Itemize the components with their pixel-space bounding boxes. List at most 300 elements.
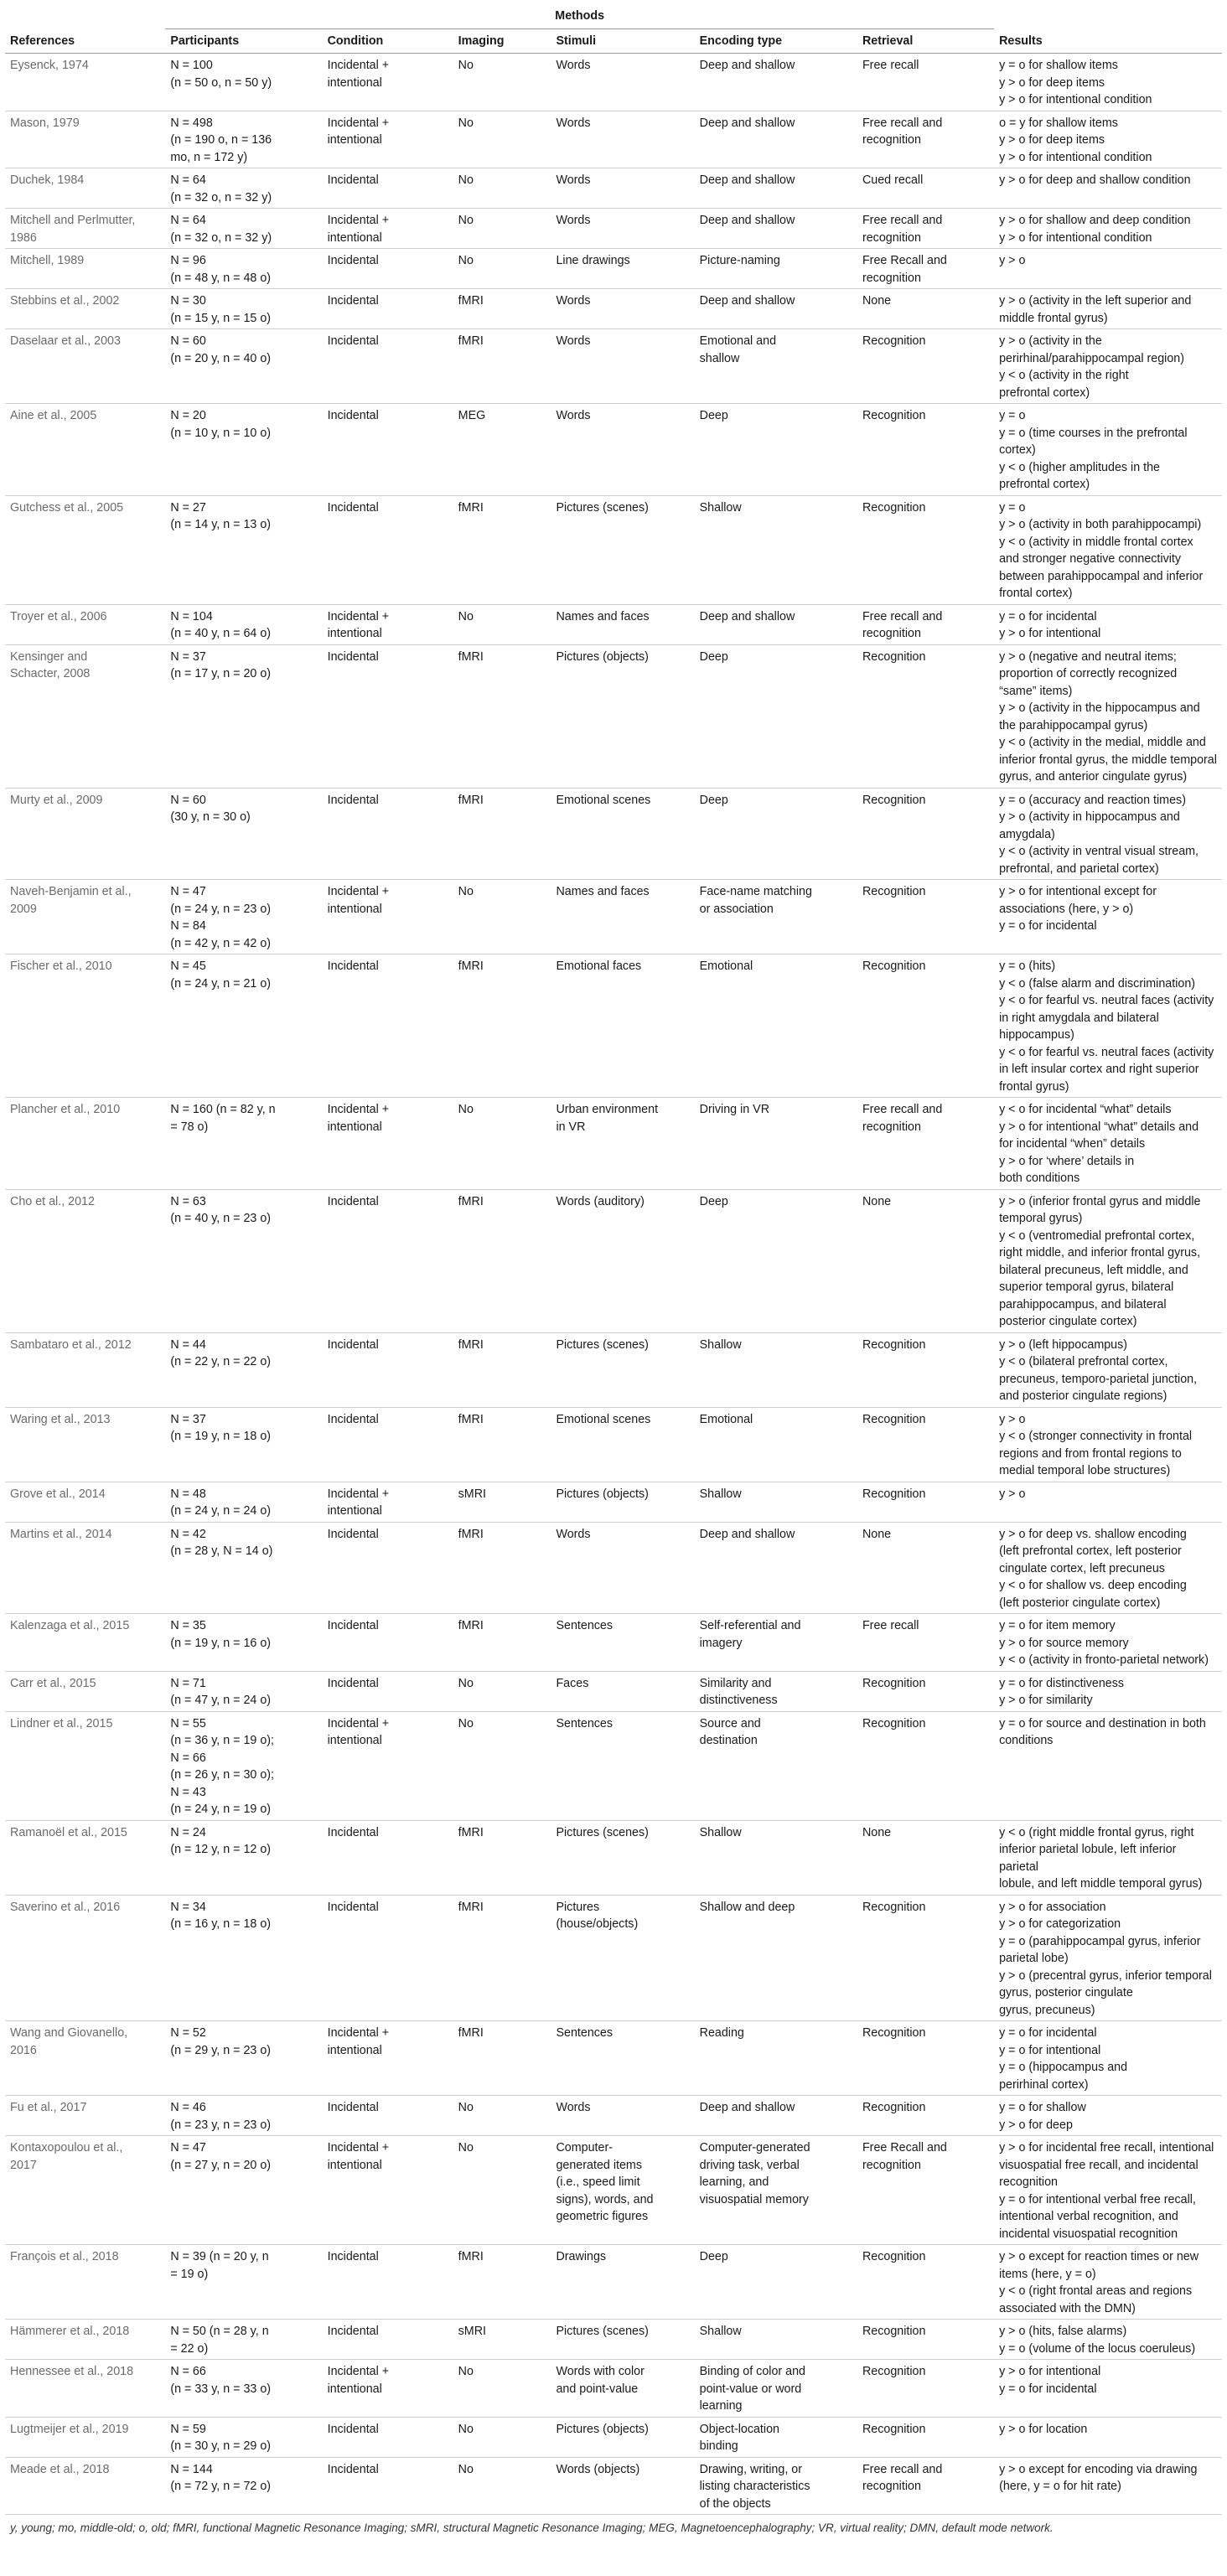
cell-stimuli: Words bbox=[551, 1522, 694, 1614]
cell-reference: Gutchess et al., 2005 bbox=[5, 495, 165, 604]
cell-results: y > o (activity in the perirhinal/parahippocampal region) y < o (activity in the right prefrontal cortex) bbox=[994, 329, 1222, 404]
cell-participants: N = 39 (n = 20 y, n = 19 o) bbox=[165, 2245, 322, 2320]
cell-encoding-type: Emotional bbox=[695, 1407, 857, 1482]
cell-participants: N = 42 (n = 28 y, N = 14 o) bbox=[165, 1522, 322, 1614]
cell-results: y > o for deep vs. shallow encoding (left prefrontal cortex, left posterior cingulate cortex, left precuneus y < o for shallow vs. deep encoding (left posterior cingulate cortex) bbox=[994, 1522, 1222, 1614]
cell-results: y > o (inferior frontal gyrus and middle temporal gyrus) y < o (ventromedial prefrontal cortex, right middle, and inferior frontal gyrus, bilateral precuneus, left middle, and superior temporal gyrus, bilateral parahippocampus, and bilateral posterior cingulate cortex) bbox=[994, 1189, 1222, 1332]
cell-participants: N = 66 (n = 33 y, n = 33 o) bbox=[165, 2360, 322, 2418]
cell-stimuli: Words with color and point-value bbox=[551, 2360, 694, 2418]
cell-results: y = o (accuracy and reaction times) y > o (activity in hippocampus and amygdala) y < o (activity in ventral visual stream, prefrontal, and parietal cortex) bbox=[994, 788, 1222, 880]
table-row bbox=[5, 788, 1222, 880]
cell-results: y = o for item memory y > o for source memory y < o (activity in fronto-parietal network) bbox=[994, 1614, 1222, 1672]
cell-stimuli: Words bbox=[551, 54, 694, 111]
table-row bbox=[5, 111, 1222, 168]
cell-condition: Incidental + intentional bbox=[323, 1098, 453, 1190]
table-row bbox=[5, 289, 1222, 329]
cell-results: y > o for incidental free recall, intentional visuospatial free recall, and incidental recognition y = o for intentional verbal free recall, intentional verbal recognition, and incidental visuospatial recognition bbox=[994, 2136, 1222, 2245]
cell-retrieval: None bbox=[857, 289, 994, 329]
cell-stimuli: Emotional scenes bbox=[551, 1407, 694, 1482]
table-row bbox=[5, 1671, 1222, 1711]
cell-imaging: fMRI bbox=[453, 289, 551, 329]
cell-participants: N = 47 (n = 24 y, n = 23 o) N = 84 (n = 42 y, n = 42 o) bbox=[165, 880, 322, 954]
cell-condition: Incidental bbox=[323, 249, 453, 289]
cell-encoding-type: Reading bbox=[695, 2021, 857, 2096]
cell-condition: Incidental + intentional bbox=[323, 2360, 453, 2418]
table-row bbox=[5, 1407, 1222, 1482]
header-retrieval: Retrieval bbox=[857, 29, 994, 54]
cell-retrieval: Recognition bbox=[857, 2096, 994, 2136]
cell-encoding-type: Deep and shallow bbox=[695, 168, 857, 209]
cell-condition: Incidental bbox=[323, 404, 453, 496]
cell-participants: N = 64 (n = 32 o, n = 32 y) bbox=[165, 168, 322, 209]
cell-reference: Plancher et al., 2010 bbox=[5, 1098, 165, 1190]
cell-encoding-type: Deep bbox=[695, 404, 857, 496]
cell-encoding-type: Deep and shallow bbox=[695, 111, 857, 168]
cell-participants: N = 144 (n = 72 y, n = 72 o) bbox=[165, 2457, 322, 2515]
cell-imaging: No bbox=[453, 2457, 551, 2515]
cell-condition: Incidental + intentional bbox=[323, 1482, 453, 1522]
cell-results: y > o for shallow and deep condition y > o for intentional condition bbox=[994, 209, 1222, 249]
header-participants: Participants bbox=[165, 29, 322, 54]
cell-results: y > o (activity in the left superior and middle frontal gyrus) bbox=[994, 289, 1222, 329]
cell-stimuli: Words (auditory) bbox=[551, 1189, 694, 1332]
cell-stimuli: Emotional scenes bbox=[551, 788, 694, 880]
table-row bbox=[5, 1522, 1222, 1614]
cell-reference: Murty et al., 2009 bbox=[5, 788, 165, 880]
cell-retrieval: Recognition bbox=[857, 404, 994, 496]
cell-participants: N = 52 (n = 29 y, n = 23 o) bbox=[165, 2021, 322, 2096]
cell-condition: Incidental + intentional bbox=[323, 880, 453, 954]
cell-reference: Lindner et al., 2015 bbox=[5, 1711, 165, 1820]
cell-encoding-type: Shallow bbox=[695, 495, 857, 604]
cell-retrieval: Free recall and recognition bbox=[857, 209, 994, 249]
cell-condition: Incidental bbox=[323, 1614, 453, 1672]
header-encoding-type: Encoding type bbox=[695, 29, 857, 54]
cell-participants: N = 47 (n = 27 y, n = 20 o) bbox=[165, 2136, 322, 2245]
table-row bbox=[5, 1820, 1222, 1895]
cell-stimuli: Words bbox=[551, 111, 694, 168]
cell-results: y > o except for encoding via drawing (here, y = o for hit rate) bbox=[994, 2457, 1222, 2515]
cell-stimuli: Pictures (house/objects) bbox=[551, 1895, 694, 2021]
cell-participants: N = 50 (n = 28 y, n = 22 o) bbox=[165, 2320, 322, 2360]
cell-stimuli: Line drawings bbox=[551, 249, 694, 289]
table-row bbox=[5, 644, 1222, 788]
cell-retrieval: Recognition bbox=[857, 495, 994, 604]
cell-retrieval: Recognition bbox=[857, 1895, 994, 2021]
header-results: Results bbox=[994, 3, 1222, 54]
table-row bbox=[5, 954, 1222, 1098]
cell-stimuli: Pictures (scenes) bbox=[551, 2320, 694, 2360]
cell-imaging: fMRI bbox=[453, 1189, 551, 1332]
cell-retrieval: Recognition bbox=[857, 1482, 994, 1522]
cell-retrieval: Recognition bbox=[857, 788, 994, 880]
cell-results: y > o y < o (stronger connectivity in frontal regions and from frontal regions to medial temporal lobe structures) bbox=[994, 1407, 1222, 1482]
cell-condition: Incidental + intentional bbox=[323, 604, 453, 644]
cell-reference: Aine et al., 2005 bbox=[5, 404, 165, 496]
cell-participants: N = 60 (n = 20 y, n = 40 o) bbox=[165, 329, 322, 404]
cell-participants: N = 60 (30 y, n = 30 o) bbox=[165, 788, 322, 880]
cell-reference: Saverino et al., 2016 bbox=[5, 1895, 165, 2021]
cell-participants: N = 498 (n = 190 o, n = 136 mo, n = 172 y) bbox=[165, 111, 322, 168]
cell-retrieval: Recognition bbox=[857, 1407, 994, 1482]
cell-participants: N = 64 (n = 32 o, n = 32 y) bbox=[165, 209, 322, 249]
cell-reference: Troyer et al., 2006 bbox=[5, 604, 165, 644]
cell-encoding-type: Computer-generated driving task, verbal learning, and visuospatial memory bbox=[695, 2136, 857, 2245]
cell-imaging: fMRI bbox=[453, 1407, 551, 1482]
cell-encoding-type: Deep bbox=[695, 644, 857, 788]
header-references: References bbox=[5, 3, 165, 54]
cell-stimuli: Drawings bbox=[551, 2245, 694, 2320]
cell-participants: N = 35 (n = 19 y, n = 16 o) bbox=[165, 1614, 322, 1672]
cell-condition: Incidental + intentional bbox=[323, 2136, 453, 2245]
cell-stimuli: Words bbox=[551, 404, 694, 496]
cell-condition: Incidental bbox=[323, 495, 453, 604]
cell-condition: Incidental bbox=[323, 2245, 453, 2320]
cell-condition: Incidental + intentional bbox=[323, 2021, 453, 2096]
cell-reference: Hennessee et al., 2018 bbox=[5, 2360, 165, 2418]
table-row bbox=[5, 1332, 1222, 1407]
table-row bbox=[5, 1482, 1222, 1522]
cell-participants: N = 100 (n = 50 o, n = 50 y) bbox=[165, 54, 322, 111]
cell-participants: N = 34 (n = 16 y, n = 18 o) bbox=[165, 1895, 322, 2021]
cell-condition: Incidental bbox=[323, 2320, 453, 2360]
cell-condition: Incidental + intentional bbox=[323, 1711, 453, 1820]
cell-results: y > o except for reaction times or new items (here, y = o) y < o (right frontal areas and regions associated with the DMN) bbox=[994, 2245, 1222, 2320]
cell-stimuli: Emotional faces bbox=[551, 954, 694, 1098]
cell-stimuli: Faces bbox=[551, 1671, 694, 1711]
cell-stimuli: Names and faces bbox=[551, 880, 694, 954]
cell-participants: N = 48 (n = 24 y, n = 24 o) bbox=[165, 1482, 322, 1522]
cell-participants: N = 37 (n = 19 y, n = 18 o) bbox=[165, 1407, 322, 1482]
cell-retrieval: Recognition bbox=[857, 1332, 994, 1407]
cell-imaging: sMRI bbox=[453, 1482, 551, 1522]
cell-participants: N = 71 (n = 47 y, n = 24 o) bbox=[165, 1671, 322, 1711]
cell-retrieval: None bbox=[857, 1522, 994, 1614]
table-row bbox=[5, 2360, 1222, 2418]
cell-stimuli: Urban environment in VR bbox=[551, 1098, 694, 1190]
table-row bbox=[5, 54, 1222, 111]
cell-encoding-type: Shallow and deep bbox=[695, 1895, 857, 2021]
cell-results: y = o for shallow items y > o for deep items y > o for intentional condition bbox=[994, 54, 1222, 111]
cell-imaging: sMRI bbox=[453, 2320, 551, 2360]
cell-results: y = o for source and destination in both conditions bbox=[994, 1711, 1222, 1820]
table-row bbox=[5, 249, 1222, 289]
table-row bbox=[5, 209, 1222, 249]
cell-reference: Kalenzaga et al., 2015 bbox=[5, 1614, 165, 1672]
cell-condition: Incidental bbox=[323, 1332, 453, 1407]
cell-encoding-type: Face-name matching or association bbox=[695, 880, 857, 954]
cell-encoding-type: Shallow bbox=[695, 1482, 857, 1522]
header-stimuli: Stimuli bbox=[551, 29, 694, 54]
cell-stimuli: Computer- generated items (i.e., speed limit signs), words, and geometric figures bbox=[551, 2136, 694, 2245]
cell-retrieval: Recognition bbox=[857, 644, 994, 788]
cell-encoding-type: Binding of color and point-value or word learning bbox=[695, 2360, 857, 2418]
cell-participants: N = 30 (n = 15 y, n = 15 o) bbox=[165, 289, 322, 329]
cell-imaging: No bbox=[453, 249, 551, 289]
cell-stimuli: Words (objects) bbox=[551, 2457, 694, 2515]
cell-imaging: fMRI bbox=[453, 954, 551, 1098]
cell-retrieval: Recognition bbox=[857, 2360, 994, 2418]
cell-retrieval: Free Recall and recognition bbox=[857, 2136, 994, 2245]
cell-results: y > o bbox=[994, 1482, 1222, 1522]
cell-results: y > o bbox=[994, 249, 1222, 289]
cell-retrieval: Recognition bbox=[857, 329, 994, 404]
cell-participants: N = 55 (n = 36 y, n = 19 o); N = 66 (n = 26 y, n = 30 o); N = 43 (n = 24 y, n = 19 o) bbox=[165, 1711, 322, 1820]
table-body bbox=[5, 54, 1222, 2515]
cell-results: y > o (left hippocampus) y < o (bilateral prefrontal cortex, precuneus, temporo-parietal junction, and posterior cingulate regions) bbox=[994, 1332, 1222, 1407]
cell-reference: Hämmerer et al., 2018 bbox=[5, 2320, 165, 2360]
cell-reference: Kontaxopoulou et al., 2017 bbox=[5, 2136, 165, 2245]
cell-results: y = o y = o (time courses in the prefrontal cortex) y < o (higher amplitudes in the prefrontal cortex) bbox=[994, 404, 1222, 496]
cell-encoding-type: Deep bbox=[695, 1189, 857, 1332]
cell-participants: N = 59 (n = 30 y, n = 29 o) bbox=[165, 2417, 322, 2457]
cell-participants: N = 27 (n = 14 y, n = 13 o) bbox=[165, 495, 322, 604]
cell-condition: Incidental bbox=[323, 1407, 453, 1482]
cell-results: y > o for deep and shallow condition bbox=[994, 168, 1222, 209]
cell-reference: Eysenck, 1974 bbox=[5, 54, 165, 111]
cell-imaging: No bbox=[453, 880, 551, 954]
cell-retrieval: Recognition bbox=[857, 954, 994, 1098]
cell-participants: N = 37 (n = 17 y, n = 20 o) bbox=[165, 644, 322, 788]
cell-encoding-type: Deep and shallow bbox=[695, 209, 857, 249]
cell-stimuli: Pictures (objects) bbox=[551, 644, 694, 788]
cell-stimuli: Pictures (scenes) bbox=[551, 1820, 694, 1895]
cell-stimuli: Sentences bbox=[551, 2021, 694, 2096]
cell-stimuli: Pictures (scenes) bbox=[551, 1332, 694, 1407]
cell-imaging: fMRI bbox=[453, 2245, 551, 2320]
cell-imaging: No bbox=[453, 2096, 551, 2136]
cell-results: y = o (hits) y < o (false alarm and discrimination) y < o for fearful vs. neutral faces (activity in right amygdala and bilateral hippocampus) y < o for fearful vs. neutral faces (activity in left insular cortex and right superior frontal gyrus) bbox=[994, 954, 1222, 1098]
cell-condition: Incidental bbox=[323, 289, 453, 329]
cell-retrieval: Free recall and recognition bbox=[857, 604, 994, 644]
cell-results: o = y for shallow items y > o for deep items y > o for intentional condition bbox=[994, 111, 1222, 168]
cell-condition: Incidental bbox=[323, 2096, 453, 2136]
cell-reference: Fu et al., 2017 bbox=[5, 2096, 165, 2136]
table-row bbox=[5, 2245, 1222, 2320]
cell-reference: Grove et al., 2014 bbox=[5, 1482, 165, 1522]
cell-participants: N = 104 (n = 40 y, n = 64 o) bbox=[165, 604, 322, 644]
table-row bbox=[5, 2136, 1222, 2245]
cell-results: y > o for intentional except for associations (here, y > o) y = o for incidental bbox=[994, 880, 1222, 954]
cell-encoding-type: Shallow bbox=[695, 2320, 857, 2360]
cell-imaging: No bbox=[453, 2360, 551, 2418]
cell-imaging: No bbox=[453, 1671, 551, 1711]
cell-retrieval: Free recall and recognition bbox=[857, 1098, 994, 1190]
cell-reference: Fischer et al., 2010 bbox=[5, 954, 165, 1098]
table-row bbox=[5, 404, 1222, 496]
cell-imaging: No bbox=[453, 209, 551, 249]
cell-retrieval: Cued recall bbox=[857, 168, 994, 209]
cell-reference: Mitchell and Perlmutter, 1986 bbox=[5, 209, 165, 249]
cell-imaging: fMRI bbox=[453, 788, 551, 880]
cell-reference: Waring et al., 2013 bbox=[5, 1407, 165, 1482]
cell-encoding-type: Emotional bbox=[695, 954, 857, 1098]
cell-condition: Incidental bbox=[323, 1820, 453, 1895]
cell-retrieval: None bbox=[857, 1189, 994, 1332]
cell-retrieval: Recognition bbox=[857, 880, 994, 954]
table-row bbox=[5, 1711, 1222, 1820]
table-row bbox=[5, 2457, 1222, 2515]
table-footnote: y, young; mo, middle-old; o, old; fMRI, functional Magnetic Resonance Imaging; sMRI, structural Magnetic Resonance Imaging; MEG, Magnetoencephalography; VR, virtual reality; DMN, default mode network. bbox=[5, 2515, 1222, 2542]
cell-participants: N = 20 (n = 10 y, n = 10 o) bbox=[165, 404, 322, 496]
cell-imaging: No bbox=[453, 168, 551, 209]
cell-participants: N = 63 (n = 40 y, n = 23 o) bbox=[165, 1189, 322, 1332]
cell-condition: Incidental bbox=[323, 1671, 453, 1711]
table-row bbox=[5, 168, 1222, 209]
table-row bbox=[5, 604, 1222, 644]
cell-encoding-type: Deep and shallow bbox=[695, 54, 857, 111]
table-row bbox=[5, 2096, 1222, 2136]
cell-reference: Wang and Giovanello, 2016 bbox=[5, 2021, 165, 2096]
cell-results: y < o (right middle frontal gyrus, right inferior parietal lobule, left inferior parietal lobule, and left middle temporal gyrus) bbox=[994, 1820, 1222, 1895]
cell-imaging: fMRI bbox=[453, 1332, 551, 1407]
cell-encoding-type: Deep and shallow bbox=[695, 604, 857, 644]
cell-encoding-type: Source and destination bbox=[695, 1711, 857, 1820]
cell-reference: Daselaar et al., 2003 bbox=[5, 329, 165, 404]
cell-imaging: fMRI bbox=[453, 1820, 551, 1895]
cell-condition: Incidental bbox=[323, 644, 453, 788]
table-row bbox=[5, 1189, 1222, 1332]
cell-reference: Carr et al., 2015 bbox=[5, 1671, 165, 1711]
cell-results: y = o for incidental y > o for intentional bbox=[994, 604, 1222, 644]
cell-retrieval: Recognition bbox=[857, 2021, 994, 2096]
cell-reference: Meade et al., 2018 bbox=[5, 2457, 165, 2515]
cell-encoding-type: Self-referential and imagery bbox=[695, 1614, 857, 1672]
cell-participants: N = 46 (n = 23 y, n = 23 o) bbox=[165, 2096, 322, 2136]
cell-imaging: No bbox=[453, 1098, 551, 1190]
table-row bbox=[5, 1895, 1222, 2021]
cell-participants: N = 44 (n = 22 y, n = 22 o) bbox=[165, 1332, 322, 1407]
cell-condition: Incidental bbox=[323, 1522, 453, 1614]
cell-stimuli: Pictures (objects) bbox=[551, 1482, 694, 1522]
cell-stimuli: Sentences bbox=[551, 1614, 694, 1672]
cell-participants: N = 45 (n = 24 y, n = 21 o) bbox=[165, 954, 322, 1098]
table-row bbox=[5, 1098, 1222, 1190]
cell-stimuli: Words bbox=[551, 2096, 694, 2136]
table-row bbox=[5, 2417, 1222, 2457]
cell-condition: Incidental bbox=[323, 329, 453, 404]
cell-encoding-type: Deep and shallow bbox=[695, 289, 857, 329]
cell-imaging: fMRI bbox=[453, 1614, 551, 1672]
cell-participants: N = 24 (n = 12 y, n = 12 o) bbox=[165, 1820, 322, 1895]
cell-imaging: No bbox=[453, 111, 551, 168]
cell-imaging: fMRI bbox=[453, 2021, 551, 2096]
cell-encoding-type: Shallow bbox=[695, 1332, 857, 1407]
cell-imaging: fMRI bbox=[453, 495, 551, 604]
cell-stimuli: Words bbox=[551, 209, 694, 249]
cell-imaging: No bbox=[453, 2417, 551, 2457]
cell-encoding-type: Picture-naming bbox=[695, 249, 857, 289]
cell-reference: Cho et al., 2012 bbox=[5, 1189, 165, 1332]
cell-encoding-type: Deep and shallow bbox=[695, 2096, 857, 2136]
cell-imaging: MEG bbox=[453, 404, 551, 496]
cell-reference: François et al., 2018 bbox=[5, 2245, 165, 2320]
cell-condition: Incidental bbox=[323, 788, 453, 880]
cell-imaging: fMRI bbox=[453, 644, 551, 788]
cell-reference: Mitchell, 1989 bbox=[5, 249, 165, 289]
table-row bbox=[5, 2320, 1222, 2360]
cell-encoding-type: Drawing, writing, or listing characteristics of the objects bbox=[695, 2457, 857, 2515]
cell-stimuli: Pictures (objects) bbox=[551, 2417, 694, 2457]
cell-retrieval: Recognition bbox=[857, 2320, 994, 2360]
cell-stimuli: Words bbox=[551, 289, 694, 329]
cell-imaging: No bbox=[453, 2136, 551, 2245]
cell-condition: Incidental bbox=[323, 1895, 453, 2021]
header-condition: Condition bbox=[323, 29, 453, 54]
cell-results: y > o (hits, false alarms) y = o (volume of the locus coeruleus) bbox=[994, 2320, 1222, 2360]
table-row bbox=[5, 329, 1222, 404]
cell-retrieval: Free recall bbox=[857, 54, 994, 111]
cell-encoding-type: Deep and shallow bbox=[695, 1522, 857, 1614]
cell-imaging: fMRI bbox=[453, 329, 551, 404]
cell-results: y < o for incidental “what” details y > o for intentional “what” details and for incidental “when” details y > o for ‘where’ details in both conditions bbox=[994, 1098, 1222, 1190]
cell-participants: N = 96 (n = 48 y, n = 48 o) bbox=[165, 249, 322, 289]
cell-reference: Martins et al., 2014 bbox=[5, 1522, 165, 1614]
cell-retrieval: Recognition bbox=[857, 1671, 994, 1711]
cell-encoding-type: Driving in VR bbox=[695, 1098, 857, 1190]
cell-stimuli: Words bbox=[551, 329, 694, 404]
cell-imaging: No bbox=[453, 604, 551, 644]
cell-encoding-type: Similarity and distinctiveness bbox=[695, 1671, 857, 1711]
cell-reference: Mason, 1979 bbox=[5, 111, 165, 168]
cell-results: y = o for distinctiveness y > o for similarity bbox=[994, 1671, 1222, 1711]
cell-retrieval: Free recall and recognition bbox=[857, 111, 994, 168]
cell-stimuli: Names and faces bbox=[551, 604, 694, 644]
studies-table bbox=[5, 3, 1222, 2542]
cell-condition: Incidental + intentional bbox=[323, 54, 453, 111]
cell-condition: Incidental bbox=[323, 1189, 453, 1332]
cell-encoding-type: Deep bbox=[695, 2245, 857, 2320]
cell-retrieval: None bbox=[857, 1820, 994, 1895]
header-imaging: Imaging bbox=[453, 29, 551, 54]
cell-results: y = o for incidental y = o for intentional y = o (hippocampus and perirhinal cortex) bbox=[994, 2021, 1222, 2096]
cell-imaging: No bbox=[453, 54, 551, 111]
cell-results: y > o for location bbox=[994, 2417, 1222, 2457]
cell-condition: Incidental bbox=[323, 2417, 453, 2457]
cell-condition: Incidental bbox=[323, 168, 453, 209]
cell-condition: Incidental bbox=[323, 954, 453, 1098]
header-methods: Methods bbox=[165, 3, 994, 29]
cell-stimuli: Sentences bbox=[551, 1711, 694, 1820]
cell-reference: Duchek, 1984 bbox=[5, 168, 165, 209]
cell-results: y = o for shallow y > o for deep bbox=[994, 2096, 1222, 2136]
cell-reference: Naveh-Benjamin et al., 2009 bbox=[5, 880, 165, 954]
cell-retrieval: Recognition bbox=[857, 2417, 994, 2457]
cell-condition: Incidental bbox=[323, 2457, 453, 2515]
cell-reference: Stebbins et al., 2002 bbox=[5, 289, 165, 329]
table-row bbox=[5, 2021, 1222, 2096]
cell-imaging: No bbox=[453, 1711, 551, 1820]
cell-condition: Incidental + intentional bbox=[323, 111, 453, 168]
cell-reference: Lugtmeijer et al., 2019 bbox=[5, 2417, 165, 2457]
cell-encoding-type: Object-location binding bbox=[695, 2417, 857, 2457]
cell-encoding-type: Deep bbox=[695, 788, 857, 880]
cell-retrieval: Recognition bbox=[857, 2245, 994, 2320]
cell-retrieval: Free recall and recognition bbox=[857, 2457, 994, 2515]
cell-reference: Kensinger and Schacter, 2008 bbox=[5, 644, 165, 788]
cell-participants: N = 160 (n = 82 y, n = 78 o) bbox=[165, 1098, 322, 1190]
cell-encoding-type: Emotional and shallow bbox=[695, 329, 857, 404]
cell-stimuli: Pictures (scenes) bbox=[551, 495, 694, 604]
cell-results: y > o for association y > o for categorization y = o (parahippocampal gyrus, inferior parietal lobe) y > o (precentral gyrus, inferior temporal gyrus, posterior cingulate gyrus, precuneus) bbox=[994, 1895, 1222, 2021]
cell-results: y > o (negative and neutral items; proportion of correctly recognized “same” items) y > o (activity in the hippocampus and the parahippocampal gyrus) y < o (activity in the medial, middle and inferior frontal gyrus, the middle temporal gyrus, and anterior cingulate gyrus) bbox=[994, 644, 1222, 788]
cell-reference: Sambataro et al., 2012 bbox=[5, 1332, 165, 1407]
cell-condition: Incidental + intentional bbox=[323, 209, 453, 249]
table-row bbox=[5, 495, 1222, 604]
cell-results: y > o for intentional y = o for incidental bbox=[994, 2360, 1222, 2418]
cell-encoding-type: Shallow bbox=[695, 1820, 857, 1895]
cell-stimuli: Words bbox=[551, 168, 694, 209]
